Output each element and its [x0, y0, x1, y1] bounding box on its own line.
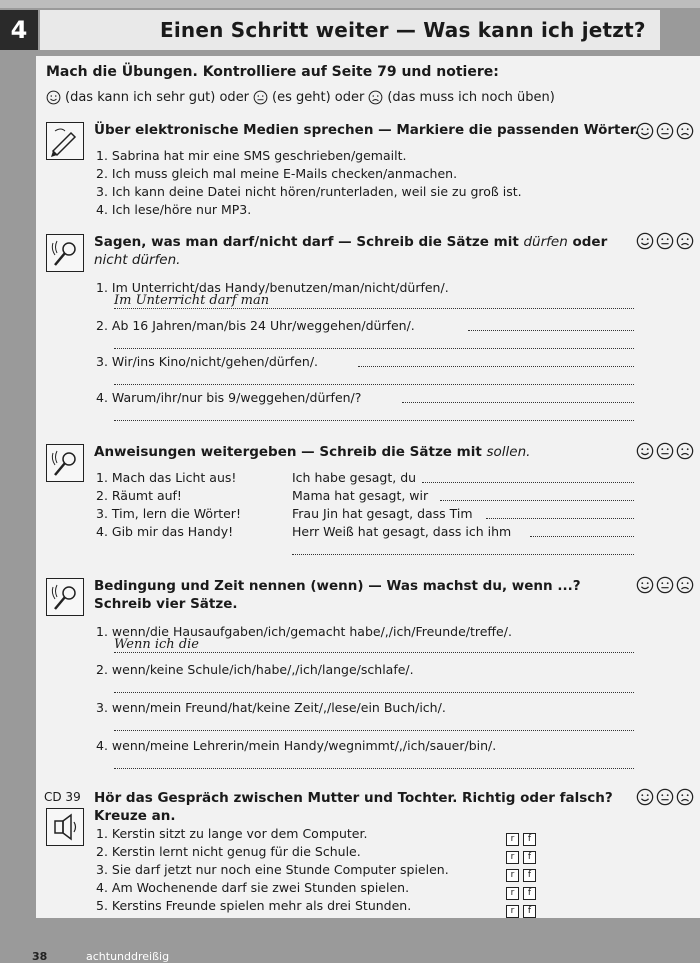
answer-line[interactable] — [114, 756, 634, 769]
checkbox-richtig[interactable]: r — [506, 833, 519, 846]
section3-left-item: 4. Gib mir das Handy! — [96, 524, 234, 539]
checkbox-falsch[interactable]: f — [523, 905, 536, 918]
sad-smiley-icon[interactable] — [676, 442, 694, 460]
answer-line[interactable] — [114, 680, 634, 693]
pen-writing-icon — [46, 122, 84, 160]
legend-good: (das kann ich sehr gut) oder — [65, 90, 250, 105]
section5-title-line2: Kreuze an. — [94, 808, 176, 824]
section2-smileys — [636, 232, 694, 250]
neutral-smiley-icon — [253, 90, 268, 105]
happy-smiley-icon[interactable] — [636, 576, 654, 594]
section4-smileys — [636, 576, 694, 594]
neutral-smiley-icon[interactable] — [656, 576, 674, 594]
section4-item: 4. wenn/meine Lehrerin/mein Handy/wegnimmt/,/ich/sauer/bin/. — [96, 738, 497, 753]
happy-smiley-icon[interactable] — [636, 122, 654, 140]
microphone-icon — [46, 578, 84, 616]
sad-smiley-icon[interactable] — [676, 232, 694, 250]
answer-line[interactable] — [114, 296, 634, 309]
section5-item: 3. Sie darf jetzt nur noch eine Stunde Computer spielen. — [96, 862, 449, 877]
unit-number-tab: 4 — [0, 10, 38, 50]
happy-smiley-icon[interactable] — [636, 442, 654, 460]
top-strip — [0, 0, 700, 8]
section4-item: 3. wenn/mein Freund/hat/keine Zeit/,/lese/ein Buch/ich/. — [96, 700, 446, 715]
true-false-boxes — [506, 826, 540, 846]
section2-title: Sagen, was man darf/nicht darf — Schreib die Sätze mit dürfen oder — [94, 234, 608, 250]
sad-smiley-icon[interactable] — [676, 576, 694, 594]
section5-item: 2. Kerstin lernt nicht genug für die Schule. — [96, 844, 361, 859]
neutral-smiley-icon[interactable] — [656, 232, 674, 250]
section3-title: Anweisungen weitergeben — Schreib die Sätze mit sollen. — [94, 444, 531, 460]
page-title: Einen Schritt weiter — Was kann ich jetzt? — [160, 18, 646, 42]
checkbox-richtig[interactable]: r — [506, 851, 519, 864]
section3-right-item: Frau Jin hat gesagt, dass Tim — [292, 506, 473, 521]
true-false-boxes — [506, 844, 540, 864]
section2-title-line2: nicht dürfen. — [94, 252, 181, 268]
happy-smiley-icon — [46, 90, 61, 105]
answer-line[interactable] — [114, 372, 634, 385]
checkbox-richtig[interactable]: r — [506, 905, 519, 918]
answer-line[interactable] — [440, 488, 634, 501]
answer-line[interactable] — [114, 640, 634, 653]
legend-ok: (es geht) oder — [272, 90, 365, 105]
section1-item: 2. Ich muss gleich mal meine E-Mails checken/anmachen. — [96, 166, 458, 181]
section5-item: 4. Am Wochenende darf sie zwei Stunden spielen. — [96, 880, 410, 895]
section4-title-line2: Schreib vier Sätze. — [94, 596, 238, 612]
section3-right-item: Mama hat gesagt, wir — [292, 488, 429, 503]
answer-line[interactable] — [486, 506, 634, 519]
happy-smiley-icon[interactable] — [636, 232, 654, 250]
section4-item: 1. wenn/die Hausaufgaben/ich/gemacht habe/,/ich/Freunde/treffe/. — [96, 624, 512, 639]
sad-smiley-icon[interactable] — [676, 788, 694, 806]
section2-item: 3. Wir/ins Kino/nicht/gehen/dürfen/. — [96, 354, 319, 369]
section5-smileys — [636, 788, 694, 806]
answer-line[interactable] — [114, 336, 634, 349]
section3-right-item: Herr Weiß hat gesagt, dass ich ihm — [292, 524, 512, 539]
legend-bad: (das muss ich noch üben) — [387, 90, 555, 105]
checkbox-richtig[interactable]: r — [506, 869, 519, 882]
section3-left-item: 2. Räumt auf! — [96, 488, 182, 503]
section5-item: 5. Kerstins Freunde spielen mehr als drei Stunden. — [96, 898, 412, 913]
section2-example-answer: Im Unterricht darf man — [114, 293, 270, 308]
answer-line[interactable] — [402, 390, 634, 403]
answer-line[interactable] — [114, 408, 634, 421]
section5-item: 1. Kerstin sitzt zu lange vor dem Computer. — [96, 826, 368, 841]
microphone-icon — [46, 444, 84, 482]
checkbox-falsch[interactable]: f — [523, 887, 536, 900]
section2-item: 1. Im Unterricht/das Handy/benutzen/man/nicht/dürfen/. — [96, 280, 449, 295]
cd-track-label: CD 39 — [44, 790, 81, 804]
title-bar — [40, 10, 660, 50]
section4-item: 2. wenn/keine Schule/ich/habe/,/ich/lange/schlafe/. — [96, 662, 414, 677]
neutral-smiley-icon[interactable] — [656, 788, 674, 806]
section1-item: 4. Ich lese/höre nur MP3. — [96, 202, 252, 217]
intro-instruction: Mach die Übungen. Kontrolliere auf Seite 79 und notiere: — [46, 64, 499, 80]
sad-smiley-icon — [368, 90, 383, 105]
section1-item: 3. Ich kann deine Datei nicht hören/runterladen, weil sie zu groß ist. — [96, 184, 522, 199]
answer-line[interactable] — [530, 524, 634, 537]
speaker-icon — [46, 808, 84, 846]
section2-item: 2. Ab 16 Jahren/man/bis 24 Uhr/weggehen/dürfen/. — [96, 318, 415, 333]
section1-title: Über elektronische Medien sprechen — Markiere die passenden Wörter. — [94, 122, 640, 138]
true-false-boxes — [506, 898, 540, 918]
section5-title: Hör das Gespräch zwischen Mutter und Tochter. Richtig oder falsch? — [94, 790, 613, 806]
checkbox-falsch[interactable]: f — [523, 869, 536, 882]
sad-smiley-icon[interactable] — [676, 122, 694, 140]
checkbox-falsch[interactable]: f — [523, 851, 536, 864]
section3-smileys — [636, 442, 694, 460]
answer-line[interactable] — [422, 470, 634, 483]
section4-title: Bedingung und Zeit nennen (wenn) — Was machst du, wenn ...? — [94, 578, 581, 594]
microphone-icon — [46, 234, 84, 272]
answer-line[interactable] — [292, 542, 634, 555]
neutral-smiley-icon[interactable] — [656, 442, 674, 460]
page-number-word: achtunddreißig — [86, 950, 170, 963]
section4-example-answer: Wenn ich die — [114, 637, 199, 652]
section3-left-item: 3. Tim, lern die Wörter! — [96, 506, 241, 521]
answer-line[interactable] — [468, 318, 634, 331]
checkbox-falsch[interactable]: f — [523, 833, 536, 846]
worksheet — [36, 56, 700, 918]
answer-line[interactable] — [114, 718, 634, 731]
happy-smiley-icon[interactable] — [636, 788, 654, 806]
section3-right-item: Ich habe gesagt, du — [292, 470, 417, 485]
neutral-smiley-icon[interactable] — [656, 122, 674, 140]
section2-item: 4. Warum/ihr/nur bis 9/weggehen/dürfen/? — [96, 390, 362, 405]
smiley-legend — [46, 90, 555, 105]
true-false-boxes — [506, 880, 540, 900]
answer-line[interactable] — [358, 354, 634, 367]
section1-item: 1. Sabrina hat mir eine SMS geschrieben/gemailt. — [96, 148, 407, 163]
page-number: 38 — [32, 950, 48, 963]
section3-left-item: 1. Mach das Licht aus! — [96, 470, 237, 485]
section1-smileys — [636, 122, 694, 140]
true-false-boxes — [506, 862, 540, 882]
checkbox-richtig[interactable]: r — [506, 887, 519, 900]
